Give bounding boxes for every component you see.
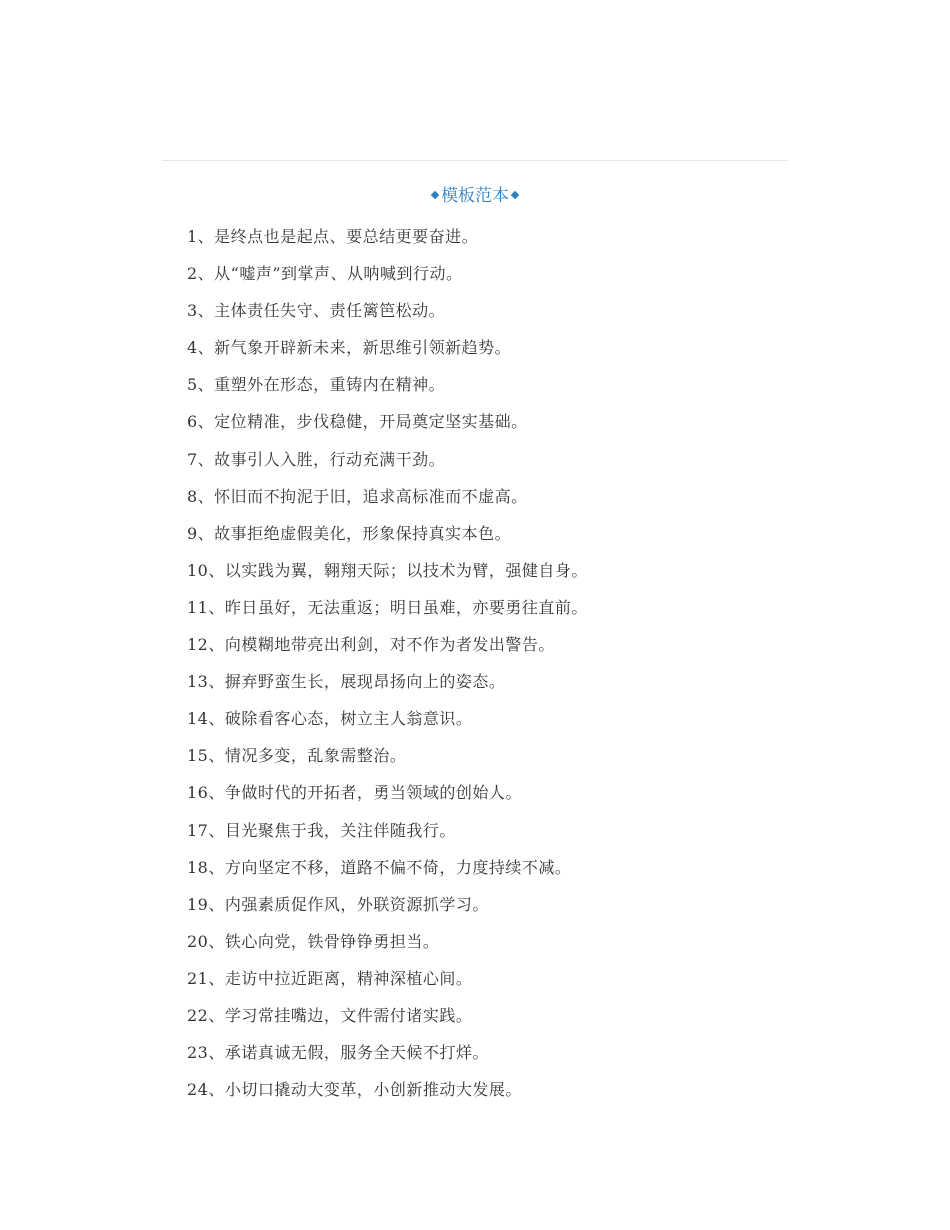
list-item: 21、走访中拉近距离，精神深植心间。 [187, 968, 473, 988]
list-item: 3、主体责任失守、责任篱笆松动。 [187, 301, 446, 321]
list-item: 24、小切口撬动大变革，小创新推动大发展。 [187, 1080, 522, 1100]
list-item: 22、学习常挂嘴边，文件需付诸实践。 [187, 1005, 473, 1025]
list-item: 1、是终点也是起点、要总结更要奋进。 [187, 227, 479, 246]
diamond-right-icon [511, 190, 519, 198]
list-item: 11、昨日虽好，无法重返；明日虽难，亦要勇往直前。 [187, 597, 588, 617]
list-item: 23、承诺真诚无假，服务全天候不打烊。 [187, 1043, 489, 1063]
list-item: 4、新气象开辟新未来，新思维引领新趋势。 [187, 338, 512, 358]
list-item: 6、定位精准，步伐稳健，开局奠定坚实基础。 [187, 412, 528, 432]
document-title [0, 183, 950, 209]
list-item: 16、争做时代的开拓者，勇当领域的创始人。 [187, 783, 522, 803]
document-title-text: 模板范本 [441, 186, 509, 206]
header-divider [162, 160, 788, 161]
list-item: 10、以实践为翼，翱翔天际；以技术为臂，强健自身。 [187, 560, 588, 580]
list-item: 8、怀旧而不拘泥于旧，追求高标准而不虚高。 [187, 486, 528, 506]
list-item: 7、故事引人入胜，行动充满干劲。 [187, 449, 446, 469]
list-item: 18、方向坚定不移，道路不偏不倚，力度持续不减。 [187, 857, 572, 877]
list-item: 9、故事拒绝虚假美化，形象保持真实本色。 [187, 523, 512, 543]
list-item: 20、铁心向党，铁骨铮铮勇担当。 [187, 931, 440, 951]
list-item: 2、从“嘘声”到掌声、从呐喊到行动。 [187, 264, 463, 284]
diamond-left-icon [431, 190, 439, 198]
list-item: 13、摒弃野蛮生长，展现昂扬向上的姿态。 [187, 672, 506, 692]
list-item: 19、内强素质促作风，外联资源抓学习。 [187, 894, 489, 914]
list-item: 17、目光聚焦于我，关注伴随我行。 [187, 820, 456, 840]
list-item: 15、情况多变，乱象需整治。 [187, 746, 407, 766]
list-item: 14、破除看客心态，树立主人翁意识。 [187, 709, 473, 729]
list-item: 12、向模糊地带亮出利剑，对不作为者发出警告。 [187, 635, 555, 655]
slogan-list [187, 223, 787, 1113]
list-item: 5、重塑外在形态，重铸内在精神。 [187, 375, 446, 395]
